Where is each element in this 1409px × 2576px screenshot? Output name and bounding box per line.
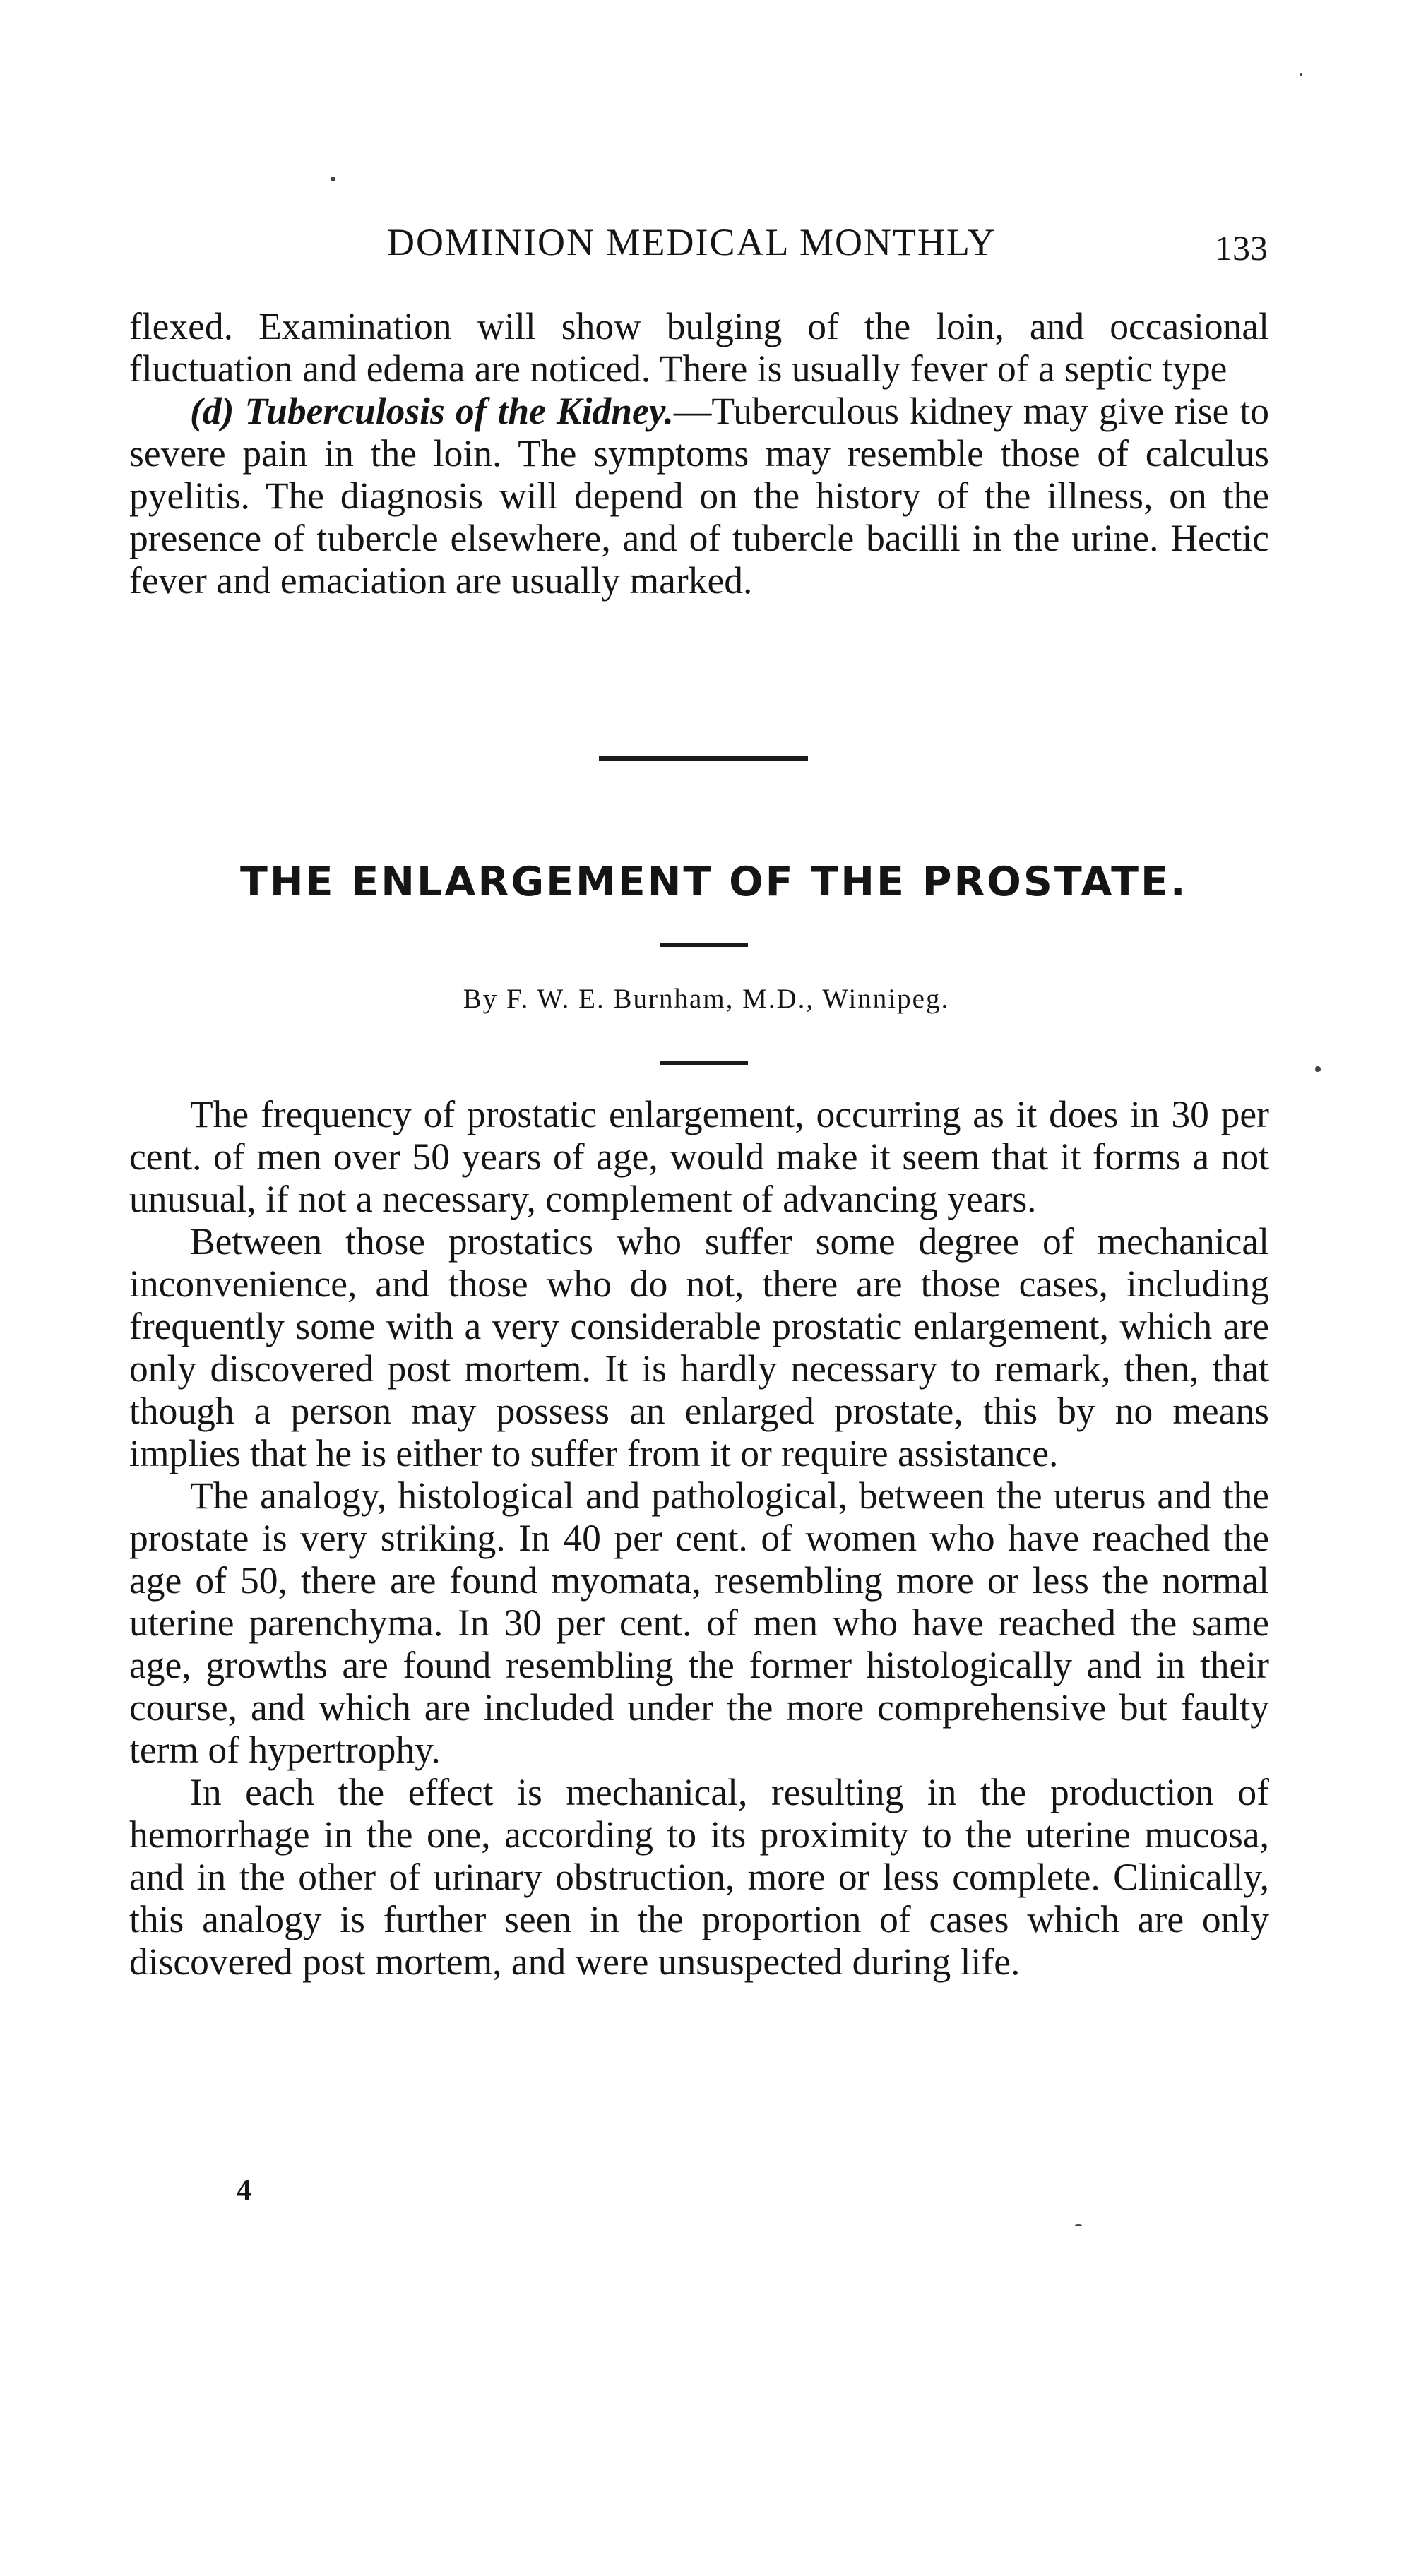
page-number: 133 xyxy=(1215,228,1268,268)
section-divider xyxy=(599,756,808,761)
body-paragraph: Between those prostatics who suffer some degree of mechanical inconvenience, and those who do not, there are those cases, including frequently some with a very considerable prostatic enlargement, which are only discovered post mortem. It is hardly necessary to remark, then, that though a person may possess an enlarged prostate, this by no means implies that he is either to suffer from it or require assistance. xyxy=(129,1220,1269,1474)
previous-article-text xyxy=(129,305,1269,602)
article-body xyxy=(129,1093,1269,1983)
subsection-text: —Tuberculous kidney may give rise to severe pain in the loin. The symptoms may resemble those of calculus pyelitis. The diagnosis will depend on the history of the illness, on the presence of tubercle elsewhere, and of tubercle bacilli in the urine. Hectic fever and emaciation are usually marked. xyxy=(129,390,1269,602)
paper-speck xyxy=(1300,73,1302,76)
article-byline: By F. W. E. Burnham, M.D., Winnipeg. xyxy=(463,984,950,1014)
title-rule xyxy=(660,943,748,947)
previous-paragraph: flexed. Examination will show bulging of the loin, and occasional fluctuation and edema are noticed. There is usually fever of a septic type xyxy=(129,305,1269,390)
paper-speck xyxy=(331,177,335,181)
running-head: DOMINION MEDICAL MONTHLY xyxy=(387,221,997,263)
body-paragraph: The frequency of prostatic enlargement, occurring as it does in 30 per cent. of men over 50 years of age, would make it seem that it forms a not unusual, if not a necessary, complement of advancing years. xyxy=(129,1093,1269,1220)
body-paragraph: In each the effect is mechanical, resulting in the production of hemorrhage in the one, according to its proximity to the uterine mucosa, and in the other of urinary obstruction, more or less complete. Clinically, this analogy is further seen in the proportion of cases which are only discovered post mortem, and were unsuspected during life. xyxy=(129,1771,1269,1983)
paper-speck xyxy=(1315,1066,1321,1072)
paper-speck xyxy=(1075,2224,1082,2226)
subsection-heading: (d) Tuberculosis of the Kidney. xyxy=(190,390,674,432)
printer-signature: 4 xyxy=(237,2174,251,2207)
previous-paragraph-d xyxy=(129,390,1269,602)
body-paragraph: The analogy, histological and pathological, between the uterus and the prostate is very striking. In 40 per cent. of women who have reached the age of 50, there are found myomata, resembling more or less the normal uterine parenchyma. In 30 per cent. of men who have reached the same age, growths are found resembling the former histologically and in their course, and which are included under the more comprehensive but faulty term of hypertrophy. xyxy=(129,1474,1269,1771)
byline-rule xyxy=(660,1061,748,1065)
article-title: THE ENLARGEMENT OF THE PROSTATE. xyxy=(240,859,1188,905)
